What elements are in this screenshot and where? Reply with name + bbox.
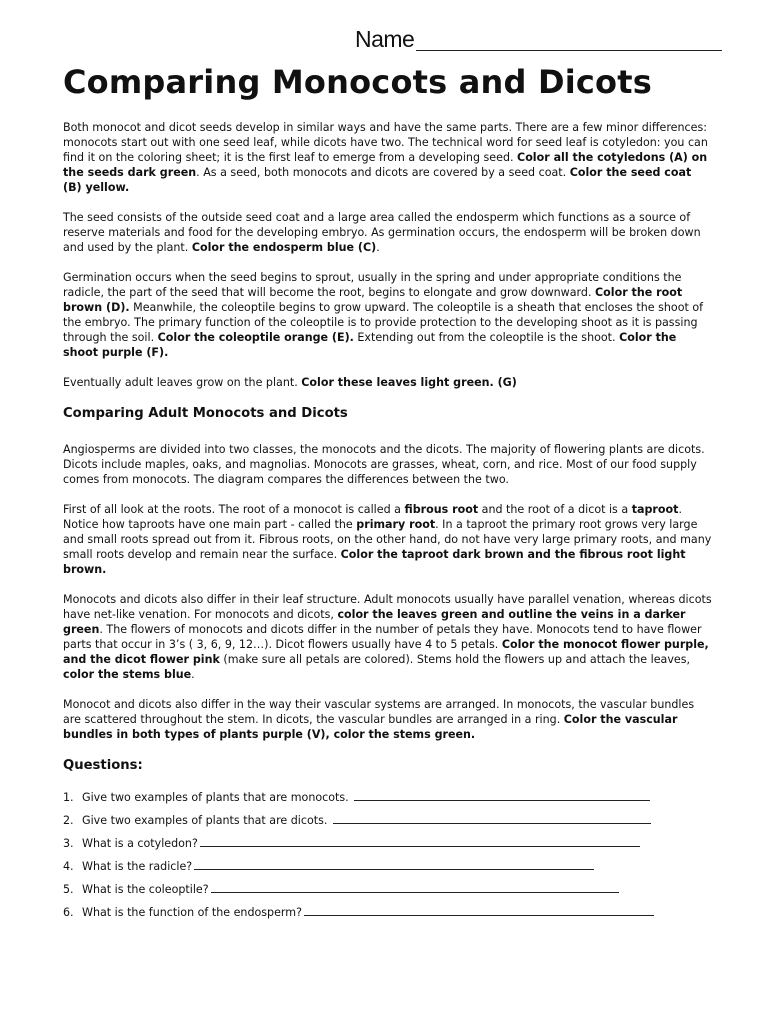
answer-line[interactable] (194, 858, 594, 870)
text-span: . The flowers of monocots and dicots differ in the number of petals they have. Monocots tend to have flower parts that occur in 3’s ( 3, 6, 9, 12…). Dicot flowers usually have 4 to 5 petals. (63, 623, 702, 651)
name-label: Name (355, 26, 415, 52)
name-row (355, 26, 725, 56)
instruction-leaves: Color these leaves light green. (G) (301, 376, 517, 389)
intro-paragraph-1 (63, 120, 713, 195)
instruction-roots: Color the taproot dark brown and the fibrous root light brown. (63, 548, 686, 576)
question-number: 3. (63, 837, 74, 850)
text-span: and the root of a dicot is a (478, 503, 632, 516)
text-span: Eventually adult leaves grow on the plant. (63, 376, 302, 389)
term-fibrous-root: fibrous root (404, 503, 479, 516)
text-span: Both monocot and dicot seeds develop in similar ways and have the same parts. There are a few minor differences: monocots start out with one seed leaf, while dicots have two. The technical word for seed leaf is cotyledon: you can find it on the coloring sheet; it is the first leaf to emerge from a developing seed. (63, 121, 708, 164)
text-span: First of all look at the roots. The root of a monocot is called a (63, 503, 405, 516)
text-span: Extending out from the coleoptile is the shoot. (353, 331, 620, 344)
term-taproot: taproot (631, 503, 679, 516)
instruction-endosperm: Color the endosperm blue (C) (191, 241, 377, 254)
answer-line[interactable] (200, 835, 640, 847)
instruction-cotyledon: Color all the cotyledons (A) on the seeds dark green (63, 151, 708, 179)
question-item (63, 835, 713, 858)
question-item (63, 881, 713, 904)
instruction-vascular-bundles: Color the vascular bundles in both types of plants purple (V), color the stems green. (63, 713, 678, 741)
text-span: Meanwhile, the coleoptile begins to grow upward. The coleoptile is a sheath that encloses the shoot of the embryo. The primary function of the coleoptile is to provide protection to the developing shoot as it is passing through the soil. (63, 301, 704, 344)
page-title: Comparing Monocots and Dicots (63, 63, 652, 101)
question-text: What is the coleoptile? (82, 883, 209, 896)
text-span: Monocot and dicots also differ in the way their vascular systems are arranged. In monocots, the vascular bundles are scattered throughout the stem. In dicots, the vascular bundles are arranged in a ring. (63, 698, 695, 726)
question-list (63, 789, 713, 927)
answer-line[interactable] (211, 881, 619, 893)
question-item (63, 789, 713, 812)
section-heading: Comparing Adult Monocots and Dicots (63, 406, 348, 421)
answer-line[interactable] (304, 904, 654, 916)
instruction-leaf-veins: color the leaves green and outline the veins in a darker green (63, 608, 686, 636)
instruction-root: Color the root brown (D). (63, 286, 683, 314)
section2-paragraph-4 (63, 697, 713, 742)
question-text: What is a cotyledon? (82, 837, 198, 850)
intro-paragraph-4 (63, 375, 713, 390)
intro-paragraph-2 (63, 210, 713, 255)
text-span: . In a taproot the primary root grows very large and small roots spread out from it. Fibrous roots, on the other hand, do not have very large primary roots, and many small roots develop and remain near the surface. (63, 518, 712, 561)
instruction-stems-blue: color the stems blue (63, 668, 192, 681)
question-item (63, 858, 713, 881)
name-blank-line (416, 50, 722, 51)
term-primary-root: primary root (356, 518, 436, 531)
text-span: The seed consists of the outside seed coat and a large area called the endosperm which functions as a source of reserve materials and food for the developing embryo. As germination occurs, the endosperm will be broken down and used by the plant. (63, 211, 701, 254)
text-span: . (376, 241, 380, 254)
instruction-coleoptile: Color the coleoptile orange (E). (157, 331, 354, 344)
text-span: . (191, 668, 195, 681)
text-span: (make sure all petals are colored). Stems hold the flowers up and attach the leaves, (219, 653, 691, 666)
section2-paragraph-2 (63, 502, 713, 577)
intro-paragraph-3 (63, 270, 713, 360)
question-item (63, 904, 713, 927)
question-number: 6. (63, 906, 74, 919)
instruction-flowers: Color the monocot flower purple, and the dicot flower pink (63, 638, 709, 666)
section2-paragraph-3 (63, 592, 713, 682)
answer-line[interactable] (354, 789, 650, 801)
question-item (63, 812, 713, 835)
question-text: Give two examples of plants that are dicots. (82, 814, 328, 827)
questions-heading: Questions: (63, 758, 143, 773)
worksheet-body (63, 120, 713, 927)
question-text: What is the radicle? (82, 860, 193, 873)
instruction-shoot: Color the shoot purple (F). (63, 331, 677, 359)
instruction-seed-coat: Color the seed coat (B) yellow. (63, 166, 692, 194)
text-span: . As a seed, both monocots and dicots are covered by a seed coat. (196, 166, 570, 179)
section2-paragraph-1: Angiosperms are divided into two classes, the monocots and the dicots. The majority of flowering plants are dicots. Dicots include maples, oaks, and magnolias. Monocots are grasses, wheat, corn, and rice. Most of our food supply comes from monocots. The diagram compares the differences between the two. (63, 443, 705, 486)
text-span: . Notice how taproots have one main part - called the (63, 503, 682, 531)
question-text: Give two examples of plants that are monocots. (82, 791, 349, 804)
answer-line[interactable] (333, 812, 651, 824)
question-number: 1. (63, 791, 74, 804)
text-span: Germination occurs when the seed begins to sprout, usually in the spring and under appropriate conditions the radicle, the part of the seed that will become the root, begins to elongate and grow downward. (63, 271, 682, 299)
question-number: 2. (63, 814, 74, 827)
question-number: 4. (63, 860, 74, 873)
text-span: Monocots and dicots also differ in their leaf structure. Adult monocots usually have parallel venation, whereas dicots have net-like venation. For monocots and dicots, (63, 593, 712, 621)
question-text: What is the function of the endosperm? (82, 906, 302, 919)
question-number: 5. (63, 883, 74, 896)
